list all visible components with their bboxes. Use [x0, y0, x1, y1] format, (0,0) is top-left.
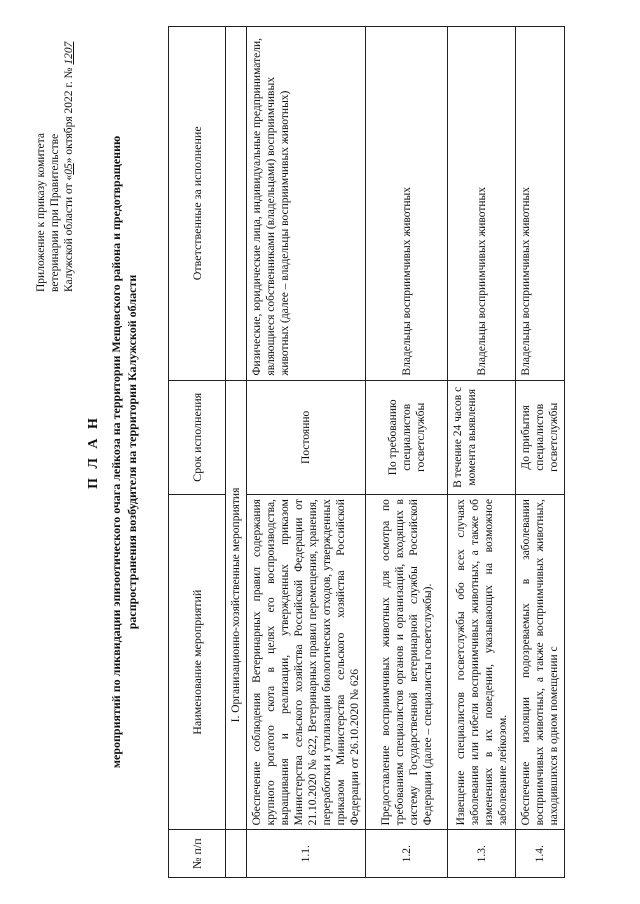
section-empty-cell — [226, 27, 247, 381]
row-term: До прибытия специалистов госветслужбы — [516, 380, 565, 494]
section-row — [226, 27, 247, 878]
row-resp: Владельцы восприимчивых животных — [366, 27, 448, 381]
header-term: Срок исполнения — [169, 380, 226, 494]
table-header-row — [169, 27, 226, 878]
header-resp: Ответственные за исполнение — [169, 27, 226, 381]
row-num: 1.4. — [516, 830, 565, 878]
row-term: По требованию специалистов госветслужбы — [366, 380, 448, 494]
row-resp: Физические, юридические лица, индивидуальные предприниматели, являющиеся собственниками (владельцами) восприимчивых животных (далее – владельцы восприимчивых животных) — [247, 27, 366, 381]
row-resp: Владельцы восприимчивых животных — [448, 27, 516, 381]
title-line-2: распространения возбудителя на территории Калужской области — [125, 274, 139, 630]
table-row — [448, 27, 516, 878]
appendix-date-prefix: Калужской области от « — [63, 174, 75, 292]
row-name: Обеспечение изоляции подозреваемых в заболевании восприимчивых животных, а также восприимчивых животных, находившихся в одном помещении с — [516, 495, 565, 830]
appendix-line-1: Приложение к приказу комитета — [35, 133, 47, 292]
appendix-day: 05 — [63, 163, 75, 175]
table-row — [516, 27, 565, 878]
appendix-order-number: 1207 — [63, 41, 75, 65]
row-num: 1.3. — [448, 830, 516, 878]
appendix-note — [34, 22, 76, 292]
section-num-cell — [226, 830, 247, 878]
plan-heading: П Л А Н — [86, 415, 101, 489]
plan-table — [168, 26, 565, 878]
row-resp: Владельцы восприимчивых животных — [516, 27, 565, 381]
header-name: Наименование мероприятий — [169, 495, 226, 830]
row-name: Извещение специалистов госветслужбы обо всех случаях заболевания или гибели восприимчивых животных, а также об изменениях в их поведении, указывающих на возможное заболевание лейкозом. — [448, 495, 516, 830]
appendix-date-mid: » октября 2022 г. № — [63, 64, 75, 164]
appendix-line-3 — [62, 22, 76, 292]
row-num: 1.1. — [247, 830, 366, 878]
appendix-line-2: ветеринарии при Правительстве — [49, 133, 61, 292]
table-row — [247, 27, 366, 878]
row-name: Обеспечение соблюдения Ветеринарных правил содержания крупного рогатого скота в целях его воспроизводства, выращивания и реализации, утвержденных приказом Министерства сельского хозяйства Российской Федерации от 21.10.2020 № 622, Ветеринарных правил перемещения, хранения, переработки и утилизации биологических отходов, утвержденных приказом Министерства сельского хозяйства Российской Федерации от 26.10.2020 № 626 — [247, 495, 366, 830]
table-row — [366, 27, 448, 878]
row-num: 1.2. — [366, 830, 448, 878]
row-term: В течение 24 часов с момента выявления — [448, 380, 516, 494]
title-line-1: мероприятий по ликвидации эпизоотического очага лейкоза на территории Мещовского района и предотвращению — [109, 135, 123, 769]
row-name: Предоставление восприимчивых животных для осмотра по требованиям специалистов органов и организаций, входящих в систему Государственной ветеринарной службы Российской Федерации (далее – специалисты госветслужбы). — [366, 495, 448, 830]
row-term: Постоянно — [247, 380, 366, 494]
section-title: I. Организационно-хозяйственные мероприятия — [226, 380, 247, 830]
header-num: № п/п — [169, 830, 226, 878]
document-title — [86, 30, 140, 874]
